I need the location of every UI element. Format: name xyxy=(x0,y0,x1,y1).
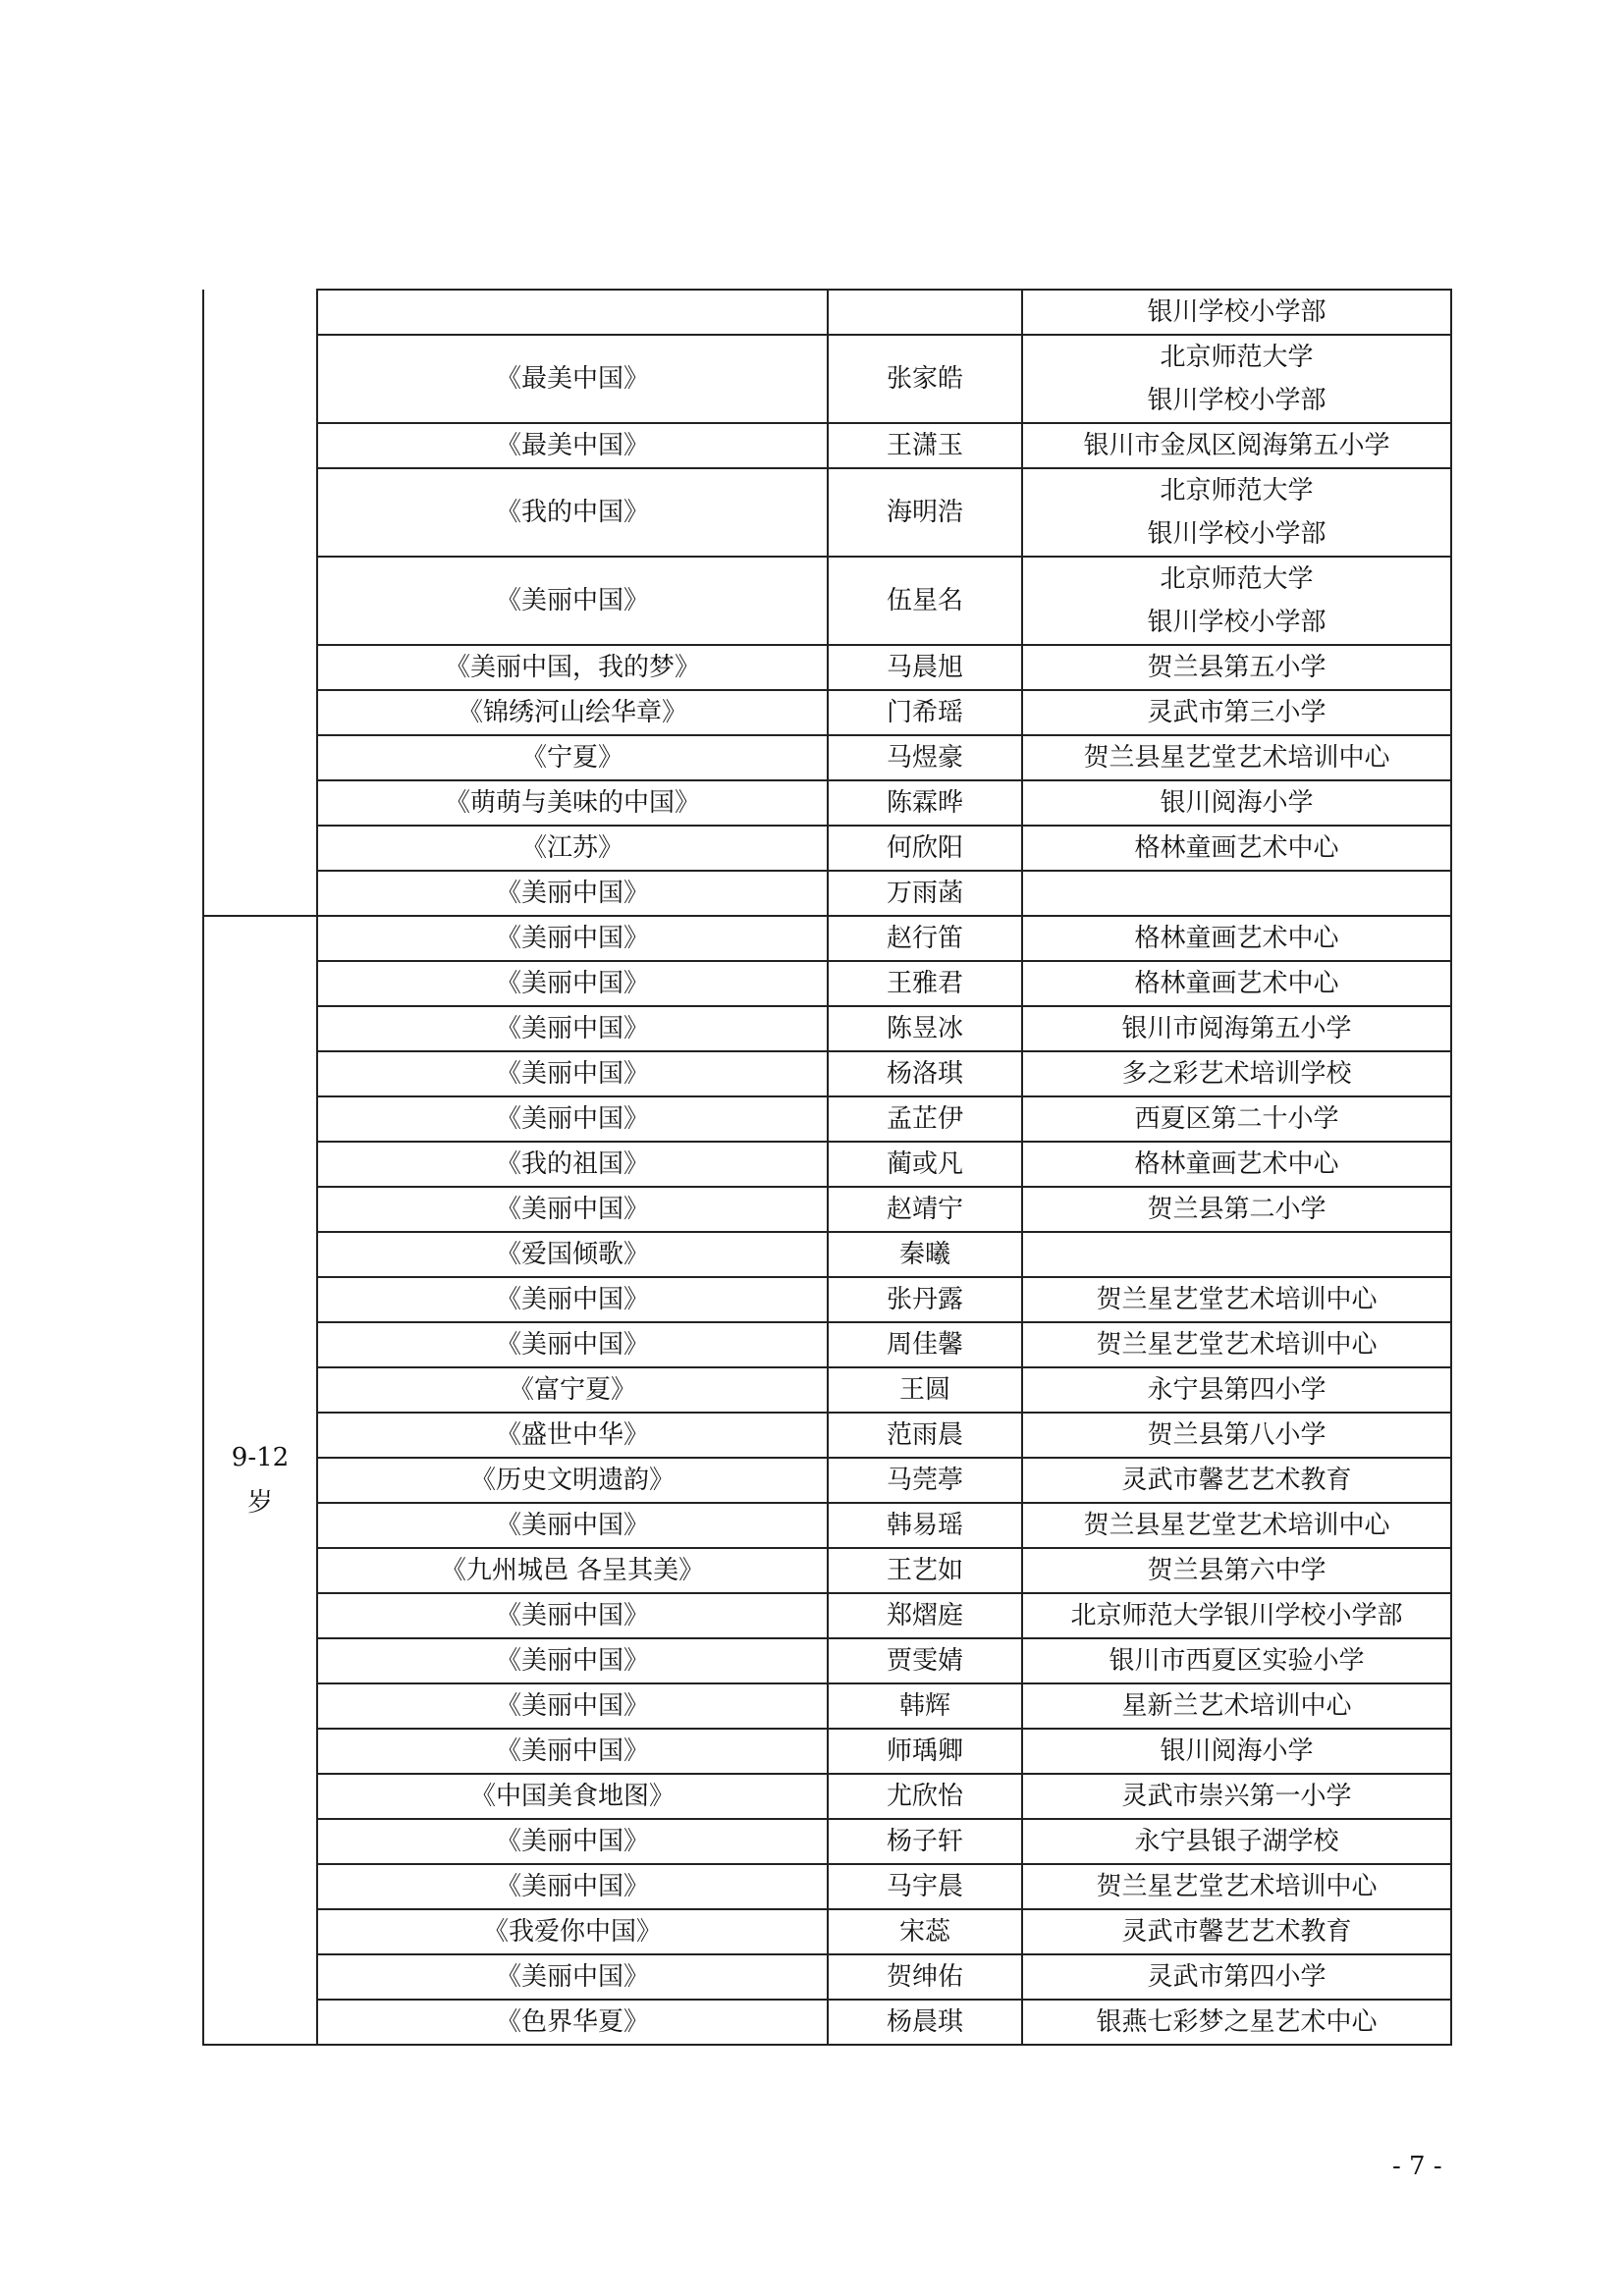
school-cell xyxy=(1022,1864,1451,1909)
student-name-cell: 门希瑶 xyxy=(828,690,1022,735)
school-name-line: 格林童画艺术中心 xyxy=(1134,833,1339,863)
student-name-cell: 杨子轩 xyxy=(828,1819,1022,1864)
school-name-line: 格林童画艺术中心 xyxy=(1134,1149,1339,1179)
artwork-title-cell: 《美丽中国》 xyxy=(317,1277,828,1322)
school-cell xyxy=(1022,1187,1451,1232)
school-name-line: 银燕七彩梦之星艺术中心 xyxy=(1096,2007,1378,2037)
school-name-line: 贺兰县星艺堂艺术培训中心 xyxy=(1083,743,1390,773)
table-row xyxy=(203,780,1451,826)
student-name-cell: 师瑀卿 xyxy=(828,1729,1022,1774)
student-name-cell: 马煜豪 xyxy=(828,735,1022,780)
student-name-cell: 秦曦 xyxy=(828,1232,1022,1277)
artwork-title-cell: 《宁夏》 xyxy=(317,735,828,780)
award-table xyxy=(202,289,1452,2046)
school-name-line: 银川学校小学部 xyxy=(1147,519,1326,549)
school-name-line: 北京师范大学银川学校小学部 xyxy=(1070,1601,1403,1630)
student-name-cell: 马宇晨 xyxy=(828,1864,1022,1909)
school-name-line: 格林童画艺术中心 xyxy=(1134,969,1339,998)
school-name-line: 贺兰县第六中学 xyxy=(1147,1556,1326,1585)
student-name-cell: 王雅君 xyxy=(828,961,1022,1006)
artwork-title-cell: 《美丽中国》 xyxy=(317,1006,828,1051)
table-row xyxy=(203,1503,1451,1548)
student-name-cell: 杨洛琪 xyxy=(828,1051,1022,1096)
age-group-cell xyxy=(203,916,317,2045)
student-name-cell: 伍星名 xyxy=(828,557,1022,645)
school-name-line: 格林童画艺术中心 xyxy=(1134,924,1339,953)
school-name-line: 永宁县第四小学 xyxy=(1147,1375,1326,1405)
student-name-cell: 周佳馨 xyxy=(828,1322,1022,1367)
school-cell xyxy=(1022,916,1451,961)
student-name-cell: 赵靖宁 xyxy=(828,1187,1022,1232)
table-row xyxy=(203,735,1451,780)
student-name-cell: 韩辉 xyxy=(828,1683,1022,1729)
school-cell xyxy=(1022,1774,1451,1819)
student-name-cell: 宋蕊 xyxy=(828,1909,1022,1954)
table-row xyxy=(203,871,1451,916)
table-row xyxy=(203,1322,1451,1367)
artwork-title-cell: 《我的中国》 xyxy=(317,468,828,557)
student-name-cell: 陈霖晔 xyxy=(828,780,1022,826)
student-name-cell: 范雨晨 xyxy=(828,1413,1022,1458)
student-name-cell: 杨晨琪 xyxy=(828,2000,1022,2045)
school-cell xyxy=(1022,1729,1451,1774)
school-name-line: 银川学校小学部 xyxy=(1147,608,1326,637)
school-cell xyxy=(1022,468,1451,557)
school-name-line: 银川市阅海第五小学 xyxy=(1121,1014,1352,1043)
table-row xyxy=(203,1006,1451,1051)
table-row xyxy=(203,1458,1451,1503)
school-name-line: 灵武市馨艺艺术教育 xyxy=(1121,1466,1352,1495)
table-row xyxy=(203,1548,1451,1593)
artwork-title-cell: 《美丽中国》 xyxy=(317,1819,828,1864)
school-name-line: 北京师范大学 xyxy=(1160,476,1314,506)
student-name-cell: 张丹露 xyxy=(828,1277,1022,1322)
artwork-title-cell: 《美丽中国》 xyxy=(317,1864,828,1909)
school-cell xyxy=(1022,335,1451,423)
school-cell xyxy=(1022,1593,1451,1638)
table-row xyxy=(203,1096,1451,1142)
table-row xyxy=(203,557,1451,645)
artwork-title-cell xyxy=(317,290,828,335)
table-row xyxy=(203,961,1451,1006)
school-cell xyxy=(1022,1142,1451,1187)
age-group-label: 岁 xyxy=(246,1488,273,1518)
student-name-cell: 王圆 xyxy=(828,1367,1022,1413)
school-cell xyxy=(1022,645,1451,690)
school-cell xyxy=(1022,735,1451,780)
artwork-title-cell: 《江苏》 xyxy=(317,826,828,871)
school-cell xyxy=(1022,1954,1451,2000)
artwork-title-cell: 《富宁夏》 xyxy=(317,1367,828,1413)
school-cell xyxy=(1022,1458,1451,1503)
table-row xyxy=(203,290,1451,335)
school-name-line: 永宁县银子湖学校 xyxy=(1134,1827,1339,1856)
school-name-line: 贺兰县第八小学 xyxy=(1147,1420,1326,1450)
school-name-line: 银川阅海小学 xyxy=(1160,1736,1314,1766)
artwork-title-cell: 《我爱你中国》 xyxy=(317,1909,828,1954)
age-group-cell xyxy=(203,290,317,916)
school-cell xyxy=(1022,1638,1451,1683)
school-name-line: 银川市西夏区实验小学 xyxy=(1109,1646,1365,1676)
school-name-line: 西夏区第二十小学 xyxy=(1134,1104,1339,1134)
school-name-line: 银川市金凤区阅海第五小学 xyxy=(1083,431,1390,460)
school-cell xyxy=(1022,290,1451,335)
school-cell xyxy=(1022,1819,1451,1864)
page-number: - 7 - xyxy=(1392,2152,1442,2181)
school-name-line: 贺兰星艺堂艺术培训中心 xyxy=(1096,1285,1378,1314)
table-row xyxy=(203,1954,1451,2000)
table-row xyxy=(203,1187,1451,1232)
table-row xyxy=(203,1774,1451,1819)
table-row xyxy=(203,423,1451,468)
artwork-title-cell: 《美丽中国》 xyxy=(317,1322,828,1367)
student-name-cell: 陈昱冰 xyxy=(828,1006,1022,1051)
school-name-line: 贺兰星艺堂艺术培训中心 xyxy=(1096,1330,1378,1360)
school-name-line: 北京师范大学 xyxy=(1160,343,1314,372)
age-group-label: 9-12 xyxy=(231,1443,290,1472)
student-name-cell: 马晨旭 xyxy=(828,645,1022,690)
school-name-line: 贺兰星艺堂艺术培训中心 xyxy=(1096,1872,1378,1901)
artwork-title-cell: 《历史文明遗韵》 xyxy=(317,1458,828,1503)
table-row xyxy=(203,1593,1451,1638)
artwork-title-cell: 《美丽中国》 xyxy=(317,1187,828,1232)
student-name-cell: 韩易瑶 xyxy=(828,1503,1022,1548)
student-name-cell: 贺绅佑 xyxy=(828,1954,1022,2000)
table-row xyxy=(203,1413,1451,1458)
school-name-line: 北京师范大学 xyxy=(1160,564,1314,594)
table-row xyxy=(203,1864,1451,1909)
award-table-body xyxy=(203,290,1451,2045)
table-row xyxy=(203,1051,1451,1096)
school-cell xyxy=(1022,1909,1451,1954)
table-row xyxy=(203,916,1451,961)
table-row xyxy=(203,468,1451,557)
table-row xyxy=(203,1277,1451,1322)
student-name-cell: 蔺或凡 xyxy=(828,1142,1022,1187)
artwork-title-cell: 《美丽中国》 xyxy=(317,1638,828,1683)
artwork-title-cell: 《美丽中国》 xyxy=(317,557,828,645)
school-cell xyxy=(1022,2000,1451,2045)
school-name-line: 星新兰艺术培训中心 xyxy=(1121,1691,1352,1721)
artwork-title-cell: 《爱国倾歌》 xyxy=(317,1232,828,1277)
school-name-line: 贺兰县星艺堂艺术培训中心 xyxy=(1083,1511,1390,1540)
table-row xyxy=(203,1729,1451,1774)
school-name-line: 灵武市第四小学 xyxy=(1147,1962,1326,1992)
student-name-cell: 万雨菡 xyxy=(828,871,1022,916)
school-name-line: 贺兰县第五小学 xyxy=(1147,653,1326,682)
school-cell xyxy=(1022,1322,1451,1367)
artwork-title-cell: 《萌萌与美味的中国》 xyxy=(317,780,828,826)
student-name-cell: 何欣阳 xyxy=(828,826,1022,871)
school-name-line: 灵武市第三小学 xyxy=(1147,698,1326,727)
artwork-title-cell: 《美丽中国》 xyxy=(317,871,828,916)
artwork-title-cell: 《最美中国》 xyxy=(317,423,828,468)
school-cell xyxy=(1022,826,1451,871)
school-name-line: 灵武市崇兴第一小学 xyxy=(1121,1782,1352,1811)
artwork-title-cell: 《九州城邑 各呈其美》 xyxy=(317,1548,828,1593)
school-name-line: 银川学校小学部 xyxy=(1147,386,1326,415)
student-name-cell: 贾雯婧 xyxy=(828,1638,1022,1683)
student-name-cell xyxy=(828,290,1022,335)
school-cell xyxy=(1022,557,1451,645)
artwork-title-cell: 《美丽中国》 xyxy=(317,1096,828,1142)
artwork-title-cell: 《我的祖国》 xyxy=(317,1142,828,1187)
table-row xyxy=(203,1683,1451,1729)
student-name-cell: 尤欣怡 xyxy=(828,1774,1022,1819)
school-name-line: 多之彩艺术培训学校 xyxy=(1121,1059,1352,1089)
table-row xyxy=(203,645,1451,690)
artwork-title-cell: 《美丽中国》 xyxy=(317,1729,828,1774)
school-cell xyxy=(1022,1683,1451,1729)
table-row xyxy=(203,1819,1451,1864)
table-row xyxy=(203,1909,1451,1954)
artwork-title-cell: 《美丽中国》 xyxy=(317,1683,828,1729)
student-name-cell: 王艺如 xyxy=(828,1548,1022,1593)
school-cell xyxy=(1022,780,1451,826)
table-row xyxy=(203,690,1451,735)
artwork-title-cell: 《锦绣河山绘华章》 xyxy=(317,690,828,735)
school-name-line: 银川阅海小学 xyxy=(1160,788,1314,818)
artwork-title-cell: 《美丽中国》 xyxy=(317,916,828,961)
school-cell xyxy=(1022,423,1451,468)
artwork-title-cell: 《美丽中国》 xyxy=(317,961,828,1006)
school-cell xyxy=(1022,1413,1451,1458)
school-cell xyxy=(1022,1006,1451,1051)
table-row xyxy=(203,1367,1451,1413)
table-row xyxy=(203,1142,1451,1187)
school-name-line: 灵武市馨艺艺术教育 xyxy=(1121,1917,1352,1947)
table-row xyxy=(203,2000,1451,2045)
school-cell xyxy=(1022,1232,1451,1277)
artwork-title-cell: 《美丽中国》 xyxy=(317,1954,828,2000)
student-name-cell: 王潇玉 xyxy=(828,423,1022,468)
student-name-cell: 孟芷伊 xyxy=(828,1096,1022,1142)
school-cell xyxy=(1022,1503,1451,1548)
school-name-line: 银川学校小学部 xyxy=(1147,297,1326,327)
school-cell xyxy=(1022,871,1451,916)
artwork-title-cell: 《美丽中国》 xyxy=(317,1503,828,1548)
student-name-cell: 郑熠庭 xyxy=(828,1593,1022,1638)
table-row xyxy=(203,1638,1451,1683)
student-name-cell: 赵行笛 xyxy=(828,916,1022,961)
student-name-cell: 马莞葶 xyxy=(828,1458,1022,1503)
school-cell xyxy=(1022,1277,1451,1322)
school-cell xyxy=(1022,961,1451,1006)
student-name-cell: 海明浩 xyxy=(828,468,1022,557)
school-cell xyxy=(1022,1367,1451,1413)
school-cell xyxy=(1022,690,1451,735)
table-row xyxy=(203,335,1451,423)
school-cell xyxy=(1022,1051,1451,1096)
artwork-title-cell: 《最美中国》 xyxy=(317,335,828,423)
artwork-title-cell: 《美丽中国》 xyxy=(317,1051,828,1096)
artwork-title-cell: 《美丽中国，我的梦》 xyxy=(317,645,828,690)
school-cell xyxy=(1022,1548,1451,1593)
table-row xyxy=(203,826,1451,871)
table-row xyxy=(203,1232,1451,1277)
artwork-title-cell: 《盛世中华》 xyxy=(317,1413,828,1458)
artwork-title-cell: 《中国美食地图》 xyxy=(317,1774,828,1819)
student-name-cell: 张家皓 xyxy=(828,335,1022,423)
artwork-title-cell: 《美丽中国》 xyxy=(317,1593,828,1638)
artwork-title-cell: 《色界华夏》 xyxy=(317,2000,828,2045)
school-name-line: 贺兰县第二小学 xyxy=(1147,1195,1326,1224)
school-cell xyxy=(1022,1096,1451,1142)
